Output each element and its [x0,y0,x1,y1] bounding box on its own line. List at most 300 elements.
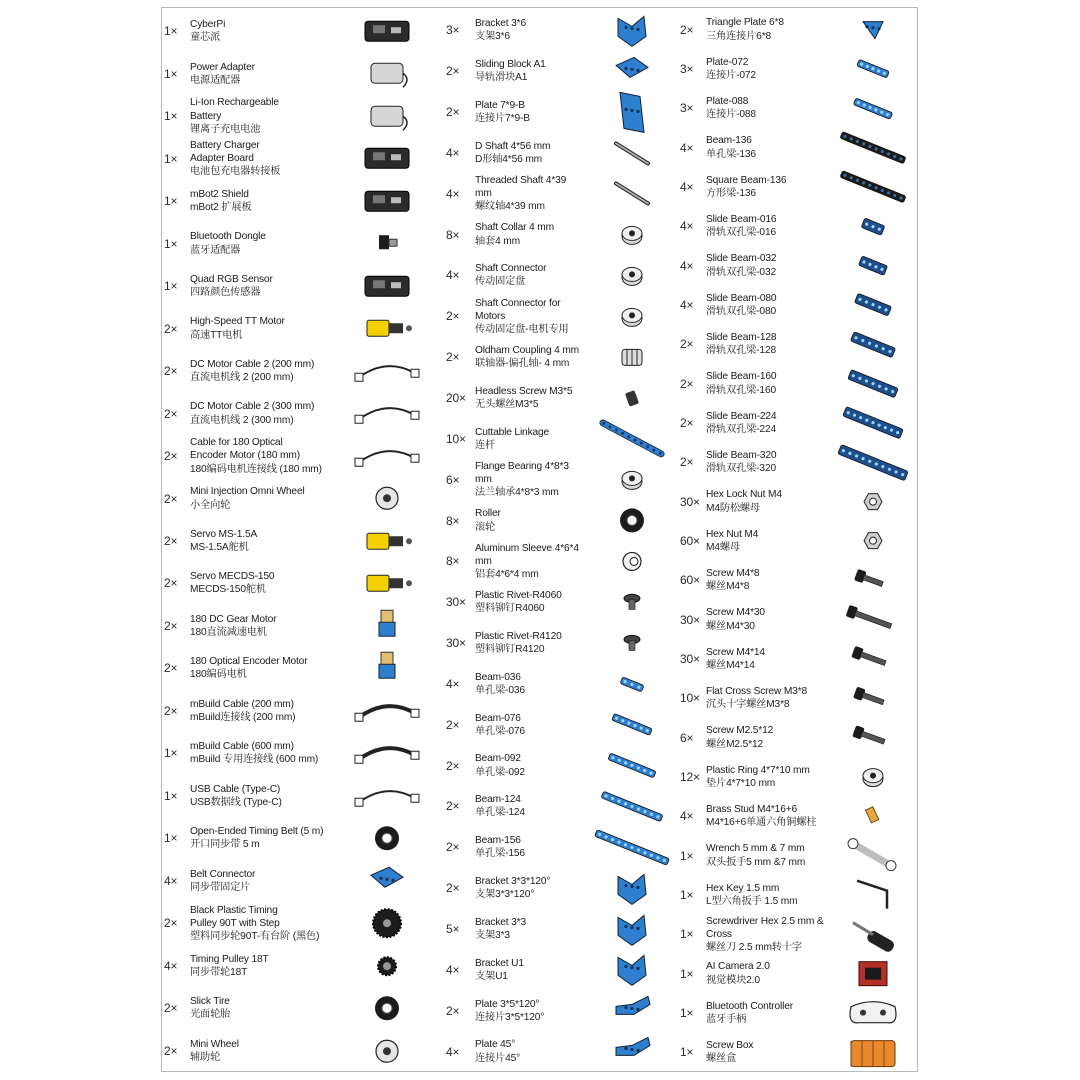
gearmotor-icon [342,605,432,647]
part-item [680,403,917,442]
part-label [706,836,830,875]
part-name-en: Mini Wheel [190,1038,239,1050]
part-name-en: Slide Beam-128 [706,332,777,344]
part-item [446,990,678,1031]
part-name-en: Battery Charger Adapter Board [190,139,260,165]
part-item [680,128,917,167]
part-label [190,1030,340,1072]
bearing-icon [586,459,678,500]
part-quantity: 2× [446,309,460,324]
part-quantity: 12× [680,769,700,784]
part-name-zh: MECDS-150舵机 [190,584,266,596]
part-item [680,679,917,718]
usb-cable-icon [342,775,432,817]
part-name-zh: 小全向轮 [190,499,231,511]
part-quantity: 1× [164,236,178,251]
part-quantity: 1× [680,966,694,981]
part-name-en: Servo MECDS-150 [190,571,275,583]
part-label [706,403,830,442]
part-name-zh: 塑料同步轮90T-有台阶 (黑色) [190,930,320,942]
part-item [446,133,678,174]
part-name-en: Plate 45° [475,1039,516,1051]
part-item [680,915,917,954]
part-item [164,987,444,1029]
part-quantity: 30× [446,595,466,610]
part-quantity: 2× [680,376,694,391]
wrench-icon [832,836,914,875]
part-label [190,605,340,647]
part-item [164,690,444,732]
part-label [190,10,340,52]
part-name-en: Cable for 180 Optical Encoder Motor (180 mm) [190,437,300,462]
part-item [446,541,678,582]
part-label [190,477,340,519]
part-quantity: 2× [164,618,178,633]
part-item [680,482,917,521]
part-name-en: Bracket 3*3 [475,916,527,928]
part-quantity: 10× [680,691,700,706]
part-name-en: Slide Beam-016 [706,214,777,226]
bracket-icon [586,10,678,51]
slide-beam-icon [832,325,914,364]
part-name-zh: USB数据线 (Type-C) [190,796,282,808]
part-name-zh: 光面轮胎 [190,1009,231,1021]
part-name-en: Bluetooth Dongle [190,231,266,243]
hex-key-icon [832,875,914,914]
part-label [706,10,830,49]
screwdriver-icon [832,915,914,954]
part-name-en: 180 DC Gear Motor [190,613,277,625]
part-item [164,477,444,519]
part-quantity: 8× [446,554,460,569]
part-quantity: 1× [164,831,178,846]
part-label [190,860,340,902]
part-label [475,10,584,51]
part-quantity: 2× [446,881,460,896]
board-icon [342,137,432,179]
beam-icon [586,827,678,868]
part-item [164,775,444,817]
part-name-en: Brass Stud M4*16+6 [706,804,798,816]
part-item [446,51,678,92]
part-name-zh: 单孔梁-076 [475,725,525,737]
part-name-en: mBuild Cable (200 mm) [190,698,294,710]
part-label [706,757,830,796]
part-item [680,639,917,678]
part-label [706,49,830,88]
part-name-zh: 螺丝M2.5*12 [706,738,763,750]
part-label [190,520,340,562]
part-quantity: 2× [446,64,460,79]
part-name-en: Roller [475,508,501,520]
part-label [190,222,340,264]
part-quantity: 2× [164,321,178,336]
part-name-en: Slide Beam-224 [706,410,777,422]
part-name-en: Plate 3*5*120° [475,998,540,1010]
shaft-icon [586,133,678,174]
part-quantity: 1× [164,279,178,294]
part-quantity: 8× [446,513,460,528]
slide-beam-icon [832,443,914,482]
part-name-en: Power Adapter [190,61,255,73]
part-name-en: Beam-156 [475,835,521,847]
collar-icon [586,214,678,255]
part-name-zh: 支架3*6 [475,31,510,43]
part-quantity: 4× [680,297,694,312]
parts-column-3 [680,8,917,1071]
part-name-zh: 滑轨双孔梁-128 [706,345,776,357]
part-name-zh: 螺丝M4*14 [706,659,755,671]
part-label [190,350,340,392]
part-label [706,207,830,246]
part-item [680,207,917,246]
part-label [706,915,830,954]
part-label [706,285,830,324]
part-item [446,296,678,337]
part-quantity: 1× [680,848,694,863]
part-item [164,562,444,604]
part-item [446,949,678,990]
part-name-zh: M4*16+6单通六角铜螺柱 [706,817,817,829]
part-quantity: 8× [446,227,460,242]
part-quantity: 2× [164,1043,178,1058]
part-name-zh: 单孔梁-124 [475,807,525,819]
part-name-zh: 连接片-072 [706,69,756,81]
part-label [190,690,340,732]
part-item [680,325,917,364]
part-quantity: 1× [164,109,178,124]
part-name-zh: 180编码电机连接线 (180 mm) [190,463,322,475]
part-quantity: 1× [164,66,178,81]
part-item [164,605,444,647]
part-label [706,718,830,757]
part-name-zh: 辅助轮 [190,1051,221,1063]
part-item [446,418,678,459]
part-label [190,945,340,987]
part-item [164,137,444,179]
ring-icon [832,757,914,796]
part-name-zh: 法兰轴承4*8*3 mm [475,487,559,499]
part-quantity: 30× [680,494,700,509]
part-name-zh: 联轴器-偏孔轴- 4 mm [475,358,570,370]
part-name-en: Beam-092 [475,753,521,765]
screw-icon [832,639,914,678]
part-item [164,817,444,859]
part-name-en: Hex Nut M4 [706,528,759,540]
part-label [475,418,584,459]
part-item [446,500,678,541]
part-name-zh: 滑轨双孔梁-080 [706,305,776,317]
part-quantity: 3× [680,101,694,116]
part-label [475,500,584,541]
part-quantity: 2× [680,455,694,470]
part-name-zh: 直流电机线 2 (200 mm) [190,372,294,384]
part-label [706,600,830,639]
part-quantity: 2× [446,799,460,814]
part-name-en: Flat Cross Screw M3*8 [706,686,808,698]
part-name-en: Wrench 5 mm & 7 mm [706,843,805,855]
triangle-plate-icon [832,10,914,49]
motor-icon [342,562,432,604]
part-item [680,246,917,285]
part-item [446,868,678,909]
part-quantity: 1× [164,151,178,166]
parts-column-1 [164,8,444,1071]
part-label [190,562,340,604]
brass-stud-icon [832,797,914,836]
part-quantity: 2× [164,916,178,931]
part-item [680,797,917,836]
bracket-icon [586,868,678,909]
part-name-en: Beam-124 [475,794,521,806]
rivet-icon [586,623,678,664]
part-label [706,325,830,364]
belt-icon [342,817,432,859]
gear-icon [342,902,432,944]
slide-beam-icon [832,207,914,246]
part-name-en: Plastic Rivet-R4060 [475,590,562,602]
board-icon [342,180,432,222]
part-name-en: Slide Beam-032 [706,253,777,265]
part-item [680,718,917,757]
part-label [190,180,340,222]
part-label [475,51,584,92]
part-name-en: mBuild Cable (600 mm) [190,741,294,753]
part-name-zh: 双头扳手5 mm &7 mm [706,856,806,868]
motor-icon [342,307,432,349]
part-item [680,443,917,482]
part-label [475,173,584,214]
part-label [706,875,830,914]
part-label [706,521,830,560]
box-icon [342,95,432,137]
part-name-en: CyberPi [190,19,226,31]
part-name-en: Plate 7*9-B [475,99,525,111]
part-label [190,52,340,94]
part-item [164,10,444,52]
part-quantity: 1× [680,1005,694,1020]
part-name-en: Plate-088 [706,96,749,108]
part-item [164,435,444,477]
part-item [446,255,678,296]
part-quantity: 10× [446,431,466,446]
part-name-en: DC Motor Cable 2 (200 mm) [190,358,315,370]
part-name-zh: 轴套4 mm [475,235,520,247]
part-item [680,1033,917,1072]
part-name-zh: 单孔梁-136 [706,148,756,160]
part-label [475,92,584,133]
part-item [446,214,678,255]
part-label [475,664,584,705]
part-name-en: Plastic Ring 4*7*10 mm [706,764,810,776]
blue-plate-icon [342,860,432,902]
part-label [706,128,830,167]
part-label [475,868,584,909]
part-name-en: Screw M4*14 [706,646,765,658]
part-item [680,10,917,49]
part-name-zh: 连杆 [475,439,496,451]
slide-beam-icon [832,403,914,442]
part-quantity: 1× [164,24,178,39]
part-quantity: 2× [164,406,178,421]
part-quantity: 4× [446,962,460,977]
part-label [475,1031,584,1072]
sleeve-icon [586,541,678,582]
dongle-icon [342,222,432,264]
part-label [190,987,340,1029]
part-quantity: 2× [446,350,460,365]
part-name-en: Beam-136 [706,135,752,147]
part-label [475,214,584,255]
part-name-zh: 沉头十字螺丝M3*8 [706,699,790,711]
part-name-en: Belt Connector [190,868,256,880]
part-label [475,296,584,337]
part-name-en: Plastic Rivet-R4120 [475,630,562,642]
part-item [446,623,678,664]
part-name-en: Screw M2.5*12 [706,725,774,737]
part-name-zh: 滑轨双孔梁-016 [706,227,776,239]
part-name-en: Mini Injection Omni Wheel [190,486,305,498]
part-name-en: Screw M4*30 [706,607,765,619]
part-name-en: Slide Beam-080 [706,292,777,304]
part-quantity: 1× [164,746,178,761]
part-name-zh: 锂离子充电电池 [190,123,261,135]
part-name-zh: 螺丝M4*8 [706,581,750,593]
motor-icon [342,520,432,562]
part-label [190,137,340,179]
part-label [706,639,830,678]
cable-icon [342,392,432,434]
part-quantity: 1× [164,194,178,209]
part-quantity: 4× [164,873,178,888]
part-quantity: 30× [446,636,466,651]
part-name-en: Flange Bearing 4*8*3 mm [475,460,569,486]
screw-icon [832,600,914,639]
part-quantity: 2× [164,449,178,464]
part-name-en: Bracket 3*6 [475,18,527,30]
part-name-zh: 滚轮 [475,521,496,533]
part-label [190,95,340,137]
part-quantity: 2× [164,576,178,591]
part-item [680,600,917,639]
parts-column-2 [446,8,678,1071]
part-quantity: 3× [446,23,460,38]
part-name-zh: 同步带轮18T [190,966,248,978]
linkage-icon [586,418,678,459]
part-name-zh: 传动固定盘-电机专用 [475,323,569,335]
part-label [706,246,830,285]
part-label [190,265,340,307]
part-item [680,89,917,128]
screw-icon [832,679,914,718]
part-label [706,482,830,521]
part-name-en: Shaft Connector for Motors [475,297,561,322]
part-quantity: 6× [680,730,694,745]
part-name-en: Aluminum Sleeve 4*6*4 mm [475,542,579,567]
part-quantity: 4× [446,676,460,691]
part-name-zh: 蓝牙适配器 [190,244,241,256]
part-name-zh: 高速TT电机 [190,329,243,341]
camera-icon [832,954,914,993]
part-quantity: 2× [446,105,460,120]
part-name-en: Beam-036 [475,671,521,683]
part-quantity: 5× [446,922,460,937]
part-name-en: 180 Optical Encoder Motor [190,656,308,668]
part-label [475,949,584,990]
part-name-zh: 支架U1 [475,970,508,982]
rivet-icon [586,582,678,623]
part-name-en: Slide Beam-320 [706,450,777,462]
part-item [164,350,444,392]
ribbon-cable-icon [342,690,432,732]
part-item [164,222,444,264]
part-quantity: 1× [680,1045,694,1060]
part-item [446,1031,678,1072]
part-name-en: Open-Ended Timing Belt (5 m) [190,826,324,838]
part-name-zh: 180直流减速电机 [190,626,267,638]
part-name-en: Screwdriver Hex 2.5 mm & Cross [706,915,824,940]
part-name-zh: 垫片4*7*10 mm [706,777,776,789]
part-item [164,180,444,222]
part-item [446,337,678,378]
part-item [164,647,444,689]
part-quantity: 2× [680,22,694,37]
part-item [680,757,917,796]
board-icon [342,10,432,52]
part-quantity: 30× [680,612,700,627]
part-label [706,1033,830,1072]
part-quantity: 3× [680,61,694,76]
part-item [680,167,917,206]
part-label [706,443,830,482]
part-name-zh: 支架3*3*120° [475,889,535,901]
part-quantity: 2× [164,661,178,676]
part-label [475,378,584,419]
part-label [190,775,340,817]
beam-icon [832,89,914,128]
grid-plate-icon [586,92,678,133]
part-name-zh: L型六角扳手 1.5 mm [706,895,798,907]
slide-beam-icon [832,246,914,285]
part-name-en: Bracket 3*3*120° [475,875,551,887]
part-name-zh: 电池包充电器转接板 [190,166,281,178]
part-quantity: 2× [446,840,460,855]
part-label [475,909,584,950]
collar-icon [586,255,678,296]
part-label [475,133,584,174]
wheel-icon [342,1030,432,1072]
part-label [190,902,340,944]
part-label [706,679,830,718]
part-item [164,265,444,307]
part-label [475,337,584,378]
part-item [680,993,917,1032]
part-label [475,827,584,868]
part-item [164,392,444,434]
part-item [446,704,678,745]
part-name-en: DC Motor Cable 2 (300 mm) [190,401,315,413]
part-item [446,664,678,705]
part-item [446,378,678,419]
wheel-icon [342,477,432,519]
part-name-en: Threaded Shaft 4*39 mm [475,174,567,200]
part-label [475,704,584,745]
part-name-zh: 电源适配器 [190,74,241,86]
part-name-zh: 连接片7*9-B [475,113,530,125]
part-item [164,860,444,902]
part-quantity: 2× [446,1003,460,1018]
part-label [706,364,830,403]
